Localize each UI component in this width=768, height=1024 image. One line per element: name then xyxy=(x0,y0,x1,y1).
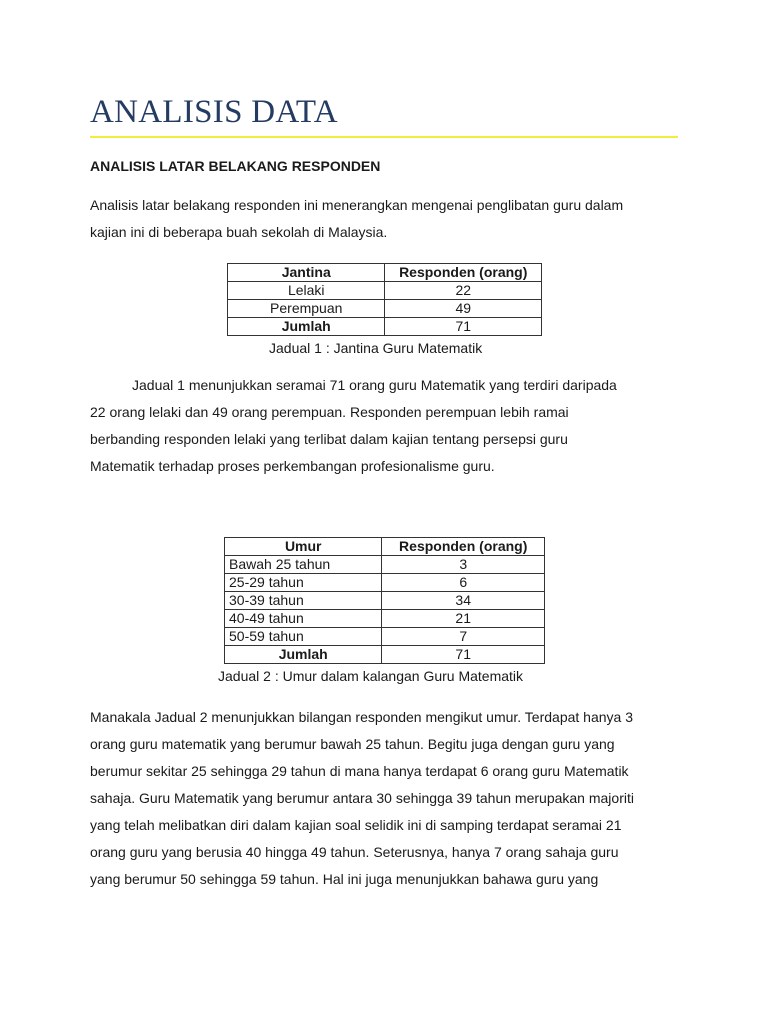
table-cell: 22 xyxy=(385,282,542,300)
age-analysis-paragraph xyxy=(90,704,690,893)
table-row xyxy=(225,556,545,574)
table-cell: Lelaki xyxy=(228,282,385,300)
table-cell: Perempuan xyxy=(228,300,385,318)
table-cell: 71 xyxy=(385,318,542,336)
text-line: berumur sekitar 25 sehingga 29 tahun di mana hanya terdapat 6 orang guru Matematik xyxy=(90,763,629,779)
text-line: Jadual 1 menunjukkan seramai 71 orang guru Matematik yang terdiri daripada xyxy=(132,377,617,393)
table-row xyxy=(225,574,545,592)
table-cell: 50-59 tahun xyxy=(225,628,382,646)
table-cell: 34 xyxy=(382,592,545,610)
text-line: Matematik terhadap proses perkembangan profesionalisme guru. xyxy=(90,458,495,474)
text-line: orang guru matematik yang berumur bawah 25 tahun. Begitu juga dengan guru yang xyxy=(90,736,615,752)
column-header: Responden (orang) xyxy=(382,538,545,556)
table-cell: 71 xyxy=(382,646,545,664)
table-total-row xyxy=(228,318,542,336)
text-line: kajian ini di beberapa buah sekolah di Malaysia. xyxy=(90,224,388,240)
table-row xyxy=(225,628,545,646)
table-total-row xyxy=(225,646,545,664)
table-cell: 6 xyxy=(382,574,545,592)
column-header: Responden (orang) xyxy=(385,264,542,282)
table-cell: Bawah 25 tahun xyxy=(225,556,382,574)
table-cell: 30-39 tahun xyxy=(225,592,382,610)
table-cell: 25-29 tahun xyxy=(225,574,382,592)
text-line: Analisis latar belakang responden ini menerangkan mengenai penglibatan guru dalam xyxy=(90,197,624,213)
table-cell: Jumlah xyxy=(225,646,382,664)
table-cell: Jumlah xyxy=(228,318,385,336)
table-row xyxy=(225,610,545,628)
table-caption: Jadual 2 : Umur dalam kalangan Guru Matematik xyxy=(218,668,524,684)
table-cell: 49 xyxy=(385,300,542,318)
text-line: orang guru yang berusia 40 hingga 49 tahun. Seterusnya, hanya 7 orang sahaja guru xyxy=(90,844,619,860)
text-line: yang telah melibatkan diri dalam kajian soal selidik ini di samping terdapat seramai 21 xyxy=(90,817,622,833)
intro-paragraph xyxy=(90,192,690,246)
text-line: yang berumur 50 sehingga 59 tahun. Hal ini juga menunjukkan bahawa guru yang xyxy=(90,871,599,887)
page-title: ANALISIS DATA xyxy=(90,94,338,130)
title-underline xyxy=(90,136,678,138)
column-header: Umur xyxy=(225,538,382,556)
text-line: sahaja. Guru Matematik yang berumur antara 30 sehingga 39 tahun merupakan majoriti xyxy=(90,790,634,806)
text-line: Manakala Jadual 2 menunjukkan bilangan responden mengikut umur. Terdapat hanya 3 xyxy=(90,709,633,725)
section-heading: ANALISIS LATAR BELAKANG RESPONDEN xyxy=(90,158,381,174)
gender-table xyxy=(227,263,542,336)
table-cell: 21 xyxy=(382,610,545,628)
gender-analysis-paragraph xyxy=(90,372,690,480)
text-line: berbanding responden lelaki yang terlibat dalam kajian tentang persepsi guru xyxy=(90,431,568,447)
table-caption: Jadual 1 : Jantina Guru Matematik xyxy=(269,340,483,356)
table-cell: 7 xyxy=(382,628,545,646)
table-row xyxy=(228,300,542,318)
table-row xyxy=(225,592,545,610)
text-line: 22 orang lelaki dan 49 orang perempuan. Responden perempuan lebih ramai xyxy=(90,404,569,420)
column-header: Jantina xyxy=(228,264,385,282)
table-row xyxy=(228,282,542,300)
table-cell: 40-49 tahun xyxy=(225,610,382,628)
table-cell: 3 xyxy=(382,556,545,574)
table-header-row xyxy=(225,538,545,556)
age-table xyxy=(224,537,545,664)
table-header-row xyxy=(228,264,542,282)
